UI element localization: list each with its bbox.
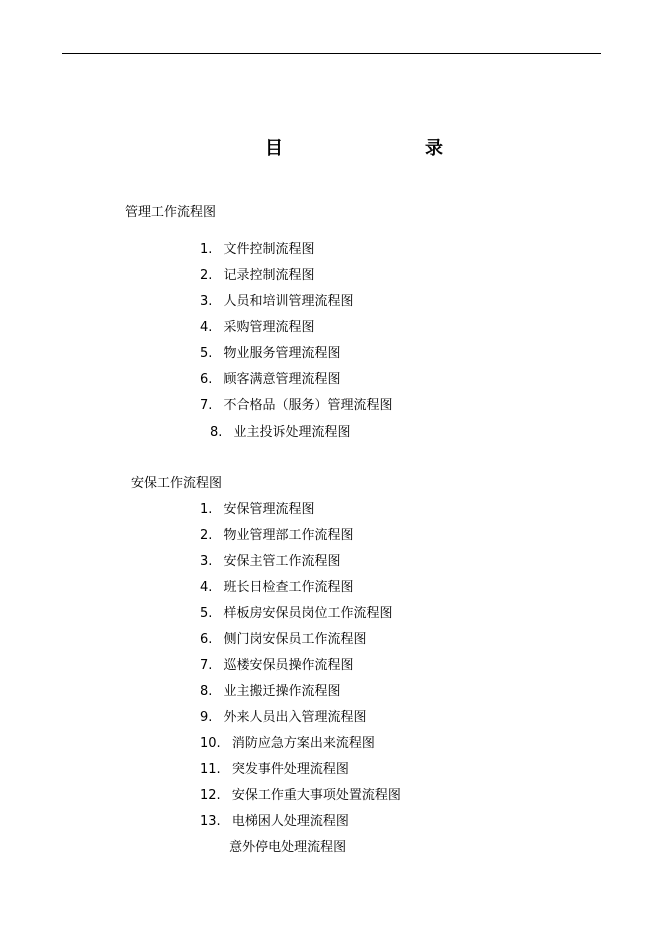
toc-item bbox=[200, 268, 315, 284]
toc-item-number: 2. bbox=[200, 528, 213, 543]
toc-item bbox=[200, 320, 315, 336]
toc-item-label: 人员和培训管理流程图 bbox=[223, 294, 354, 309]
toc-item-label: 不合格品（服务）管理流程图 bbox=[223, 398, 393, 413]
toc-item-number: 4. bbox=[200, 580, 213, 595]
toc-item bbox=[200, 502, 315, 518]
toc-item bbox=[200, 372, 341, 388]
toc-item-number: 10. bbox=[200, 736, 221, 751]
toc-item-number: 13. bbox=[200, 814, 221, 829]
section-heading-security: 安保工作流程图 bbox=[131, 476, 223, 491]
page-title-char-2: 录 bbox=[425, 138, 443, 159]
toc-item bbox=[200, 736, 375, 752]
toc-item bbox=[200, 580, 354, 596]
toc-item-number: 3. bbox=[200, 554, 213, 569]
toc-item bbox=[200, 528, 354, 544]
toc-item bbox=[225, 840, 346, 856]
toc-item-label: 物业管理部工作流程图 bbox=[223, 528, 354, 543]
toc-item-label: 采购管理流程图 bbox=[223, 320, 315, 335]
toc-item-label: 安保工作重大事项处置流程图 bbox=[231, 788, 401, 803]
toc-item-label: 意外停电处理流程图 bbox=[229, 840, 347, 855]
toc-item-label: 业主搬迁操作流程图 bbox=[223, 684, 341, 699]
toc-item-label: 电梯困人处理流程图 bbox=[231, 814, 349, 829]
toc-item-number: 9. bbox=[200, 710, 213, 725]
toc-item-number: 1. bbox=[200, 502, 213, 517]
section-heading-management: 管理工作流程图 bbox=[125, 205, 217, 220]
toc-item-number: 7. bbox=[200, 398, 213, 413]
toc-item-number: 6. bbox=[200, 372, 213, 387]
toc-item-number: 11. bbox=[200, 762, 221, 777]
toc-item-label: 文件控制流程图 bbox=[223, 242, 315, 257]
toc-item-label: 样板房安保员岗位工作流程图 bbox=[223, 606, 393, 621]
toc-item bbox=[200, 762, 349, 778]
toc-item-number: 12. bbox=[200, 788, 221, 803]
toc-item-number: 4. bbox=[200, 320, 213, 335]
toc-item-number: 2. bbox=[200, 268, 213, 283]
toc-item-label: 突发事件处理流程图 bbox=[231, 762, 349, 777]
page-title-char-1: 目 bbox=[265, 138, 283, 159]
toc-item-label: 安保主管工作流程图 bbox=[223, 554, 341, 569]
toc-item-label: 班长日检查工作流程图 bbox=[223, 580, 354, 595]
toc-item bbox=[200, 398, 393, 414]
toc-item-label: 安保管理流程图 bbox=[223, 502, 315, 517]
toc-item bbox=[200, 242, 315, 258]
toc-item bbox=[200, 632, 367, 648]
toc-item bbox=[200, 606, 393, 622]
toc-item-label: 记录控制流程图 bbox=[223, 268, 315, 283]
toc-item bbox=[200, 814, 349, 830]
toc-item-label: 消防应急方案出来流程图 bbox=[231, 736, 375, 751]
toc-item-label: 侧门岗安保员工作流程图 bbox=[223, 632, 367, 647]
toc-item-label: 物业服务管理流程图 bbox=[223, 346, 341, 361]
toc-item-label: 顾客满意管理流程图 bbox=[223, 372, 341, 387]
toc-item-number: 1. bbox=[200, 242, 213, 257]
header-rule bbox=[62, 53, 601, 54]
toc-item-number: 5. bbox=[200, 606, 213, 621]
toc-item bbox=[200, 658, 354, 674]
toc-item bbox=[200, 294, 354, 310]
toc-item-number: 6. bbox=[200, 632, 213, 647]
toc-item bbox=[200, 684, 341, 700]
toc-item-number: 3. bbox=[200, 294, 213, 309]
toc-item-label: 巡楼安保员操作流程图 bbox=[223, 658, 354, 673]
toc-item-number: 8. bbox=[210, 425, 223, 440]
toc-item bbox=[200, 710, 367, 726]
toc-item bbox=[200, 788, 401, 804]
toc-item bbox=[210, 425, 351, 441]
toc-item bbox=[200, 346, 341, 362]
toc-item-number: 5. bbox=[200, 346, 213, 361]
toc-item-number: 8. bbox=[200, 684, 213, 699]
toc-item-label: 外来人员出入管理流程图 bbox=[223, 710, 367, 725]
toc-item bbox=[200, 554, 341, 570]
toc-item-number: 7. bbox=[200, 658, 213, 673]
toc-item-label: 业主投诉处理流程图 bbox=[233, 425, 351, 440]
